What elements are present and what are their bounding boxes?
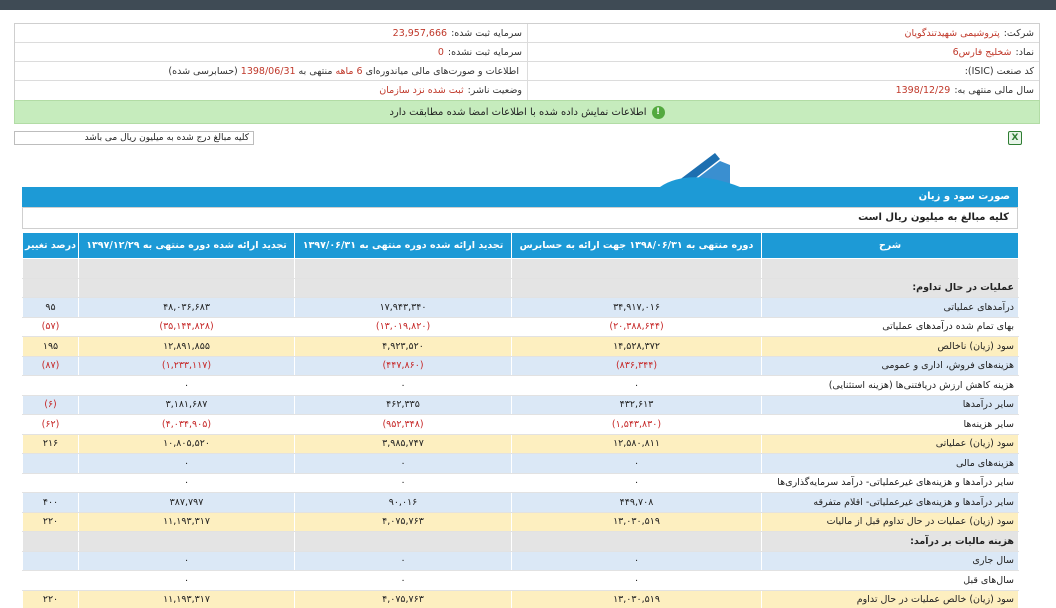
row-value: ۰ — [295, 551, 512, 571]
unregistered-capital-cell — [15, 43, 527, 61]
row-value: ۲۲۰ — [23, 512, 79, 532]
row-description: سود (زیان) خالص عملیات در حال تداوم — [762, 590, 1019, 608]
row-value — [79, 532, 295, 552]
row-value — [23, 278, 79, 298]
header-restated-6m: تجدید ارائه شده دوره منتهی به ۱۳۹۷/۰۶/۳۱ — [295, 233, 512, 259]
company-info-panel — [14, 23, 1040, 101]
report-description-cell — [15, 62, 527, 80]
report-desc-mid: منتهی به — [298, 65, 333, 77]
unit-note-box: کلیه مبالغ درج شده به میلیون ریال می باشد — [14, 131, 254, 145]
row-value: (۸۷) — [23, 356, 79, 376]
row-value: (۶۲) — [23, 415, 79, 435]
table-row — [23, 473, 1019, 493]
row-value: ۳۸۷,۷۹۷ — [79, 493, 295, 513]
row-value: (۱,۲۳۳,۱۱۷) — [79, 356, 295, 376]
row-value: ۴,۰۷۵,۷۶۳ — [295, 590, 512, 608]
table-row — [23, 415, 1019, 435]
row-value: (۴۴۷,۸۶۰) — [295, 356, 512, 376]
unregistered-capital-value: 0 — [437, 46, 444, 58]
statement-title: صورت سود و زیان — [22, 187, 1018, 207]
row-description: هزینه‌های فروش، اداری و عمومی — [762, 356, 1019, 376]
row-value: ۰ — [79, 376, 295, 396]
table-row — [23, 493, 1019, 513]
row-value — [512, 259, 762, 279]
symbol-label: نماد: — [1015, 46, 1034, 58]
symbol-cell — [527, 43, 1039, 61]
row-value: ۳,۱۸۱,۶۸۷ — [79, 395, 295, 415]
table-header-row — [23, 233, 1019, 259]
row-value: ۱۲,۵۸۰,۸۱۱ — [512, 434, 762, 454]
row-value: ۰ — [79, 473, 295, 493]
row-value: (۱,۵۴۳,۸۳۰) — [512, 415, 762, 435]
row-value: (۳۵,۱۴۴,۸۲۸) — [79, 317, 295, 337]
registered-capital-label: سرمایه ثبت شده: — [451, 27, 522, 39]
row-value — [23, 551, 79, 571]
isic-label: کد صنعت (ISIC): — [964, 65, 1034, 77]
row-value — [23, 571, 79, 591]
row-value: (۴,۰۳۴,۹۰۵) — [79, 415, 295, 435]
table-row — [23, 512, 1019, 532]
info-icon: ! — [652, 106, 665, 119]
row-value: ۹۵ — [23, 298, 79, 318]
row-description: درآمدهای عملیاتی — [762, 298, 1019, 318]
row-value — [512, 278, 762, 298]
company-cell — [527, 24, 1039, 42]
table-row — [23, 551, 1019, 571]
row-value: ۰ — [512, 376, 762, 396]
info-row — [15, 24, 1039, 43]
row-value: ۴۴۹,۷۰۸ — [512, 493, 762, 513]
header-current-period: دوره منتهی به ۱۳۹۸/۰۶/۳۱ جهت ارائه به حسابرس — [512, 233, 762, 259]
row-value: ۰ — [512, 454, 762, 474]
report-period: 6 ماهه — [335, 65, 363, 77]
registered-capital-cell — [15, 24, 527, 42]
row-value: ۰ — [512, 571, 762, 591]
row-value — [512, 532, 762, 552]
row-value: ۰ — [295, 571, 512, 591]
table-row — [23, 337, 1019, 357]
row-value: ۲۲۰ — [23, 590, 79, 608]
row-value: ۱۱,۱۹۳,۳۱۷ — [79, 512, 295, 532]
row-value: ۰ — [512, 551, 762, 571]
registered-capital-value: 23,957,666 — [392, 27, 448, 39]
row-value: ۱۲,۸۹۱,۸۵۵ — [79, 337, 295, 357]
row-value: (۵۷) — [23, 317, 79, 337]
row-value: (۱۳,۰۱۹,۸۲۰) — [295, 317, 512, 337]
row-description: سایر هزینه‌ها — [762, 415, 1019, 435]
header-restated-12m: تجدید ارائه شده دوره منتهی به ۱۳۹۷/۱۲/۲۹ — [79, 233, 295, 259]
row-description: سال‌های قبل — [762, 571, 1019, 591]
row-value: ۴۶۲,۳۳۵ — [295, 395, 512, 415]
verification-notice — [14, 100, 1040, 124]
report-desc-prefix: اطلاعات و صورت‌های مالی میاندوره‌ای — [365, 65, 519, 77]
header-description: شرح — [762, 233, 1019, 259]
report-desc-suffix: (حسابرسی شده) — [168, 65, 238, 77]
row-description: سود (زیان) عملیاتی — [762, 434, 1019, 454]
publisher-status-value: ثبت شده نزد سازمان — [379, 85, 464, 96]
row-value: ۴,۹۲۳,۵۲۰ — [295, 337, 512, 357]
row-description — [762, 259, 1019, 279]
row-value — [23, 259, 79, 279]
excel-icon[interactable]: X — [1008, 131, 1022, 145]
header-change-percent: درصد تغییر — [23, 233, 79, 259]
report-date: 1398/06/31 — [240, 65, 296, 77]
row-value: ۱۹۵ — [23, 337, 79, 357]
row-description: سود (زیان) عملیات در حال تداوم قبل از مالیات — [762, 512, 1019, 532]
top-bar — [0, 0, 1056, 10]
row-value: ۱۳,۰۳۰,۵۱۹ — [512, 590, 762, 608]
row-value: ۹۰,۰۱۶ — [295, 493, 512, 513]
row-description: سایر درآمدها و هزینه‌های غیرعملیاتی- درآمد سرمایه‌گذاری‌ها — [762, 473, 1019, 493]
row-value: ۰ — [79, 454, 295, 474]
table-row — [23, 454, 1019, 474]
row-value — [295, 278, 512, 298]
row-value: ۰ — [79, 551, 295, 571]
table-row — [23, 298, 1019, 318]
row-value: ۰ — [512, 473, 762, 493]
table-row — [23, 278, 1019, 298]
row-description: سایر درآمدها — [762, 395, 1019, 415]
table-row — [23, 532, 1019, 552]
publisher-status-cell — [15, 81, 527, 100]
row-value: ۳۴,۹۱۷,۰۱۶ — [512, 298, 762, 318]
row-value: ۴۸,۰۳۶,۶۸۳ — [79, 298, 295, 318]
row-description: سایر درآمدها و هزینه‌های غیرعملیاتی- اقلام متفرقه — [762, 493, 1019, 513]
info-row — [15, 81, 1039, 100]
info-row — [15, 43, 1039, 62]
row-value: (۲۰,۳۸۸,۶۴۴) — [512, 317, 762, 337]
table-row — [23, 434, 1019, 454]
row-value: ۰ — [295, 454, 512, 474]
table-row — [23, 571, 1019, 591]
row-value: ۴۰۰ — [23, 493, 79, 513]
row-value — [295, 532, 512, 552]
table-row — [23, 376, 1019, 396]
row-value: (۶) — [23, 395, 79, 415]
row-description: هزینه‌های مالی — [762, 454, 1019, 474]
row-value — [295, 259, 512, 279]
row-value: (۹۵۲,۳۴۸) — [295, 415, 512, 435]
table-row — [23, 356, 1019, 376]
row-value: ۱۴,۵۲۸,۳۷۲ — [512, 337, 762, 357]
table-row — [23, 259, 1019, 279]
row-description: بهای تمام شده درآمدهای عملیاتی — [762, 317, 1019, 337]
row-value: ۰ — [295, 473, 512, 493]
row-value — [23, 532, 79, 552]
table-row — [23, 590, 1019, 608]
row-value: ۰ — [79, 571, 295, 591]
row-value: ۳,۹۸۵,۷۴۷ — [295, 434, 512, 454]
row-value: ۴۳۲,۶۱۳ — [512, 395, 762, 415]
income-statement-table — [22, 232, 1019, 608]
company-label: شرکت: — [1003, 27, 1034, 39]
row-value: ۱۷,۹۴۳,۳۴۰ — [295, 298, 512, 318]
fiscal-year-cell — [527, 81, 1039, 100]
fiscal-year-value: 1398/12/29 — [895, 85, 951, 96]
row-value: ۱۱,۱۹۳,۳۱۷ — [79, 590, 295, 608]
row-value: ۴,۰۷۵,۷۶۳ — [295, 512, 512, 532]
isic-cell — [527, 62, 1039, 80]
publisher-status-label: وضعیت ناشر: — [467, 85, 522, 96]
row-value: ۲۱۶ — [23, 434, 79, 454]
row-value — [23, 376, 79, 396]
row-description: سال جاری — [762, 551, 1019, 571]
row-description: هزینه کاهش ارزش دریافتنی‌ها (هزینه استثنایی) — [762, 376, 1019, 396]
company-value[interactable]: پتروشیمی شهیدتندگویان — [904, 27, 1000, 39]
symbol-value[interactable]: شخلیج فارس6 — [952, 46, 1012, 58]
row-description: سود (زیان) ناخالص — [762, 337, 1019, 357]
row-value — [79, 259, 295, 279]
table-row — [23, 317, 1019, 337]
row-description: عملیات در حال تداوم: — [762, 278, 1019, 298]
table-body — [23, 259, 1019, 608]
row-value — [79, 278, 295, 298]
info-row — [15, 62, 1039, 81]
row-value: ۱۰,۸۰۵,۵۲۰ — [79, 434, 295, 454]
statement-unit-note: کلیه مبالغ به میلیون ریال است — [22, 207, 1018, 229]
table-row — [23, 395, 1019, 415]
fiscal-year-label: سال مالی منتهی به: — [954, 85, 1034, 96]
row-description: هزینه مالیات بر درآمد: — [762, 532, 1019, 552]
row-value: ۰ — [295, 376, 512, 396]
row-value: ۱۳,۰۳۰,۵۱۹ — [512, 512, 762, 532]
notice-text: اطلاعات نمایش داده شده با اطلاعات امضا شده مطابقت دارد — [389, 106, 647, 118]
unregistered-capital-label: سرمایه ثبت نشده: — [447, 46, 522, 58]
row-value: (۸۳۶,۳۴۴) — [512, 356, 762, 376]
row-value — [23, 454, 79, 474]
row-value — [23, 473, 79, 493]
